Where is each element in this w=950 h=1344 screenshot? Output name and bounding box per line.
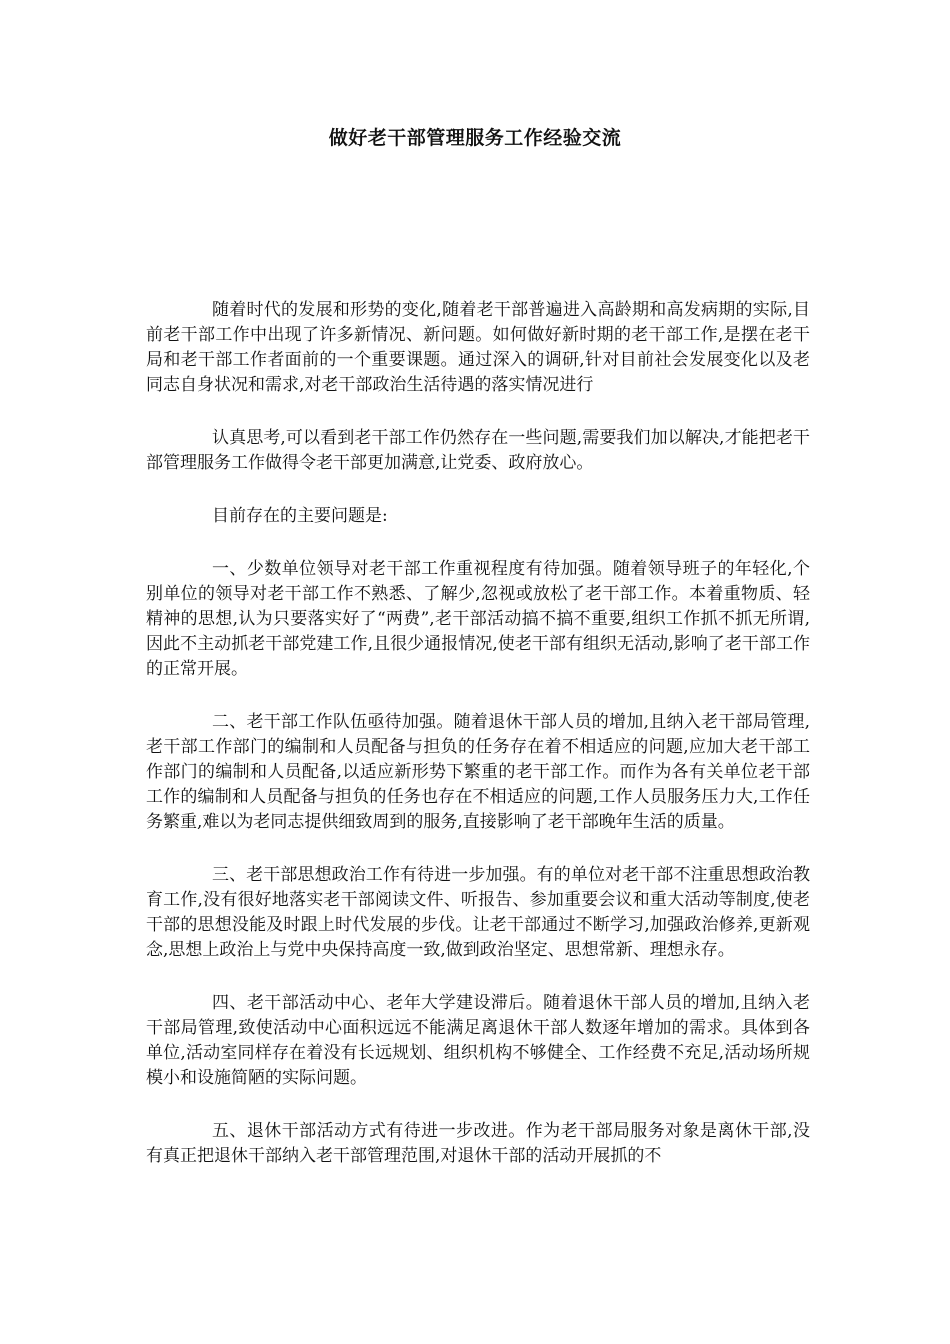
paragraph-problem-4: 四、老干部活动中心、老年大学建设滞后。随着退休干部人员的增加,且纳入老干部局管理,致使活动中心面积远远不能满足离退休干部人数逐年增加的需求。具体到各单位,活动室同样存在着没有长远规划、组织机构不够健全、工作经费不充足,活动场所规模小和设施简陋的实际问题。	[146, 993, 810, 1088]
paragraph-problem-3: 三、老干部思想政治工作有待进一步加强。有的单位对老干部不注重思想政治教育工作,没有很好地落实老干部阅读文件、听报告、参加重要会议和重大活动等制度,使老干部的思想没能及时跟上时代发展的步伐。让老干部通过不断学习,加强政治修养,更新观念,思想上政治上与党中央保持高度一致,做到政治坚定、思想常新、理想永存。	[146, 865, 810, 960]
paragraph-problem-5: 五、退休干部活动方式有待进一步改进。作为老干部局服务对象是离休干部,没有真正把退休干部纳入老干部管理范围,对退休干部的活动开展抓的不	[146, 1121, 810, 1166]
paragraph-problem-1: 一、少数单位领导对老干部工作重视程度有待加强。随着领导班子的年轻化,个别单位的领导对老干部工作不熟悉、了解少,忽视或放松了老干部工作。本着重物质、轻精神的思想,认为只要落实好了“两费”,老干部活动搞不搞不重要,组织工作抓不抓无所谓,因此不主动抓老干部党建工作,且很少通报情况,使老干部有组织无活动,影响了老干部工作的正常开展。	[146, 559, 810, 679]
paragraph-problem-2: 二、老干部工作队伍亟待加强。随着退休干部人员的增加,且纳入老干部局管理,老干部工作部门的编制和人员配备与担负的任务存在着不相适应的问题,应加大老干部工作部门的编制和人员配备,以适应新形势下繁重的老干部工作。而作为各有关单位老干部工作的编制和人员配备与担负的任务也存在不相适应的问题,工作人员服务压力大,工作任务繁重,难以为老同志提供细致周到的服务,直接影响了老干部晚年生活的质量。	[146, 712, 810, 832]
paragraph-problems-heading: 目前存在的主要问题是:	[212, 506, 388, 526]
paragraph-intro: 随着时代的发展和形势的变化,随着老干部普遍进入高龄期和高发病期的实际,目前老干部工作中出现了许多新情况、新问题。如何做好新时期的老干部工作,是摆在老干局和老干部工作者面前的一个重要课题。通过深入的调研,针对目前社会发展变化以及老同志自身状况和需求,对老干部政治生活待遇的落实情况进行	[146, 300, 810, 395]
paragraph-reflection: 认真思考,可以看到老干部工作仍然存在一些问题,需要我们加以解决,才能把老干部管理服务工作做得令老干部更加满意,让党委、政府放心。	[146, 428, 810, 473]
document-body	[146, 298, 810, 1197]
document-title: 做好老干部管理服务工作经验交流	[328, 127, 622, 149]
